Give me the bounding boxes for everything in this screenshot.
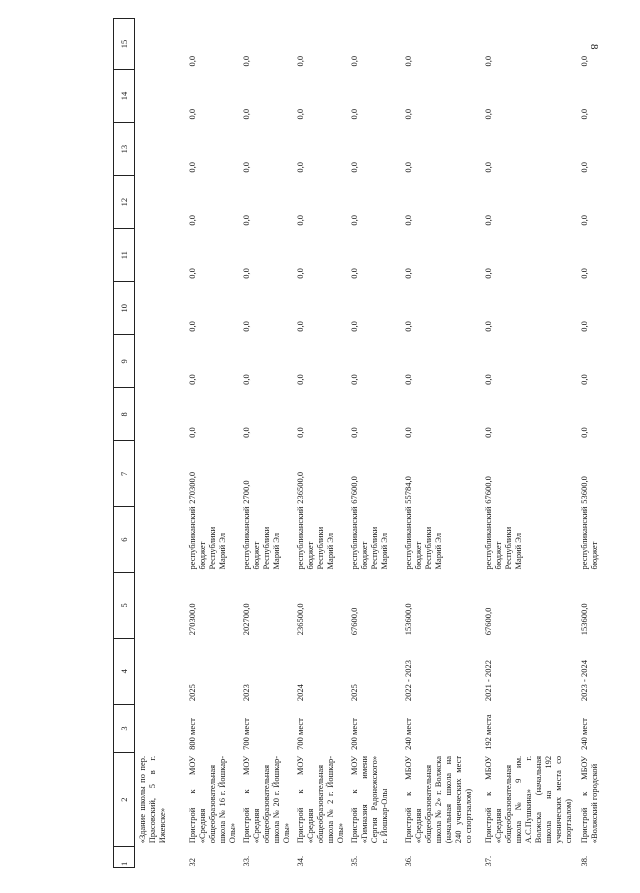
period: 2025 [186,684,197,702]
row-number: 34. [294,855,305,867]
funding-source: республиканский бюджет Республики Марий Эл [402,506,443,570]
header-cell: 13 [114,123,135,176]
value-col13: 0,0 [186,161,197,173]
value-col11: 0,0 [482,268,493,279]
value-col7: 2700,0 [240,480,251,504]
value-col12 [135,176,185,229]
value-col9: 0,0 [578,374,589,385]
header-cell: 2 [114,753,135,846]
value-col9: 0,0 [402,374,413,385]
value-col15: 0,0 [186,55,197,67]
value-col10: 0,0 [578,321,589,332]
value-col13: 0,0 [348,161,359,173]
period: 2024 [294,684,305,702]
header-cell: 12 [114,176,135,229]
value-col8: 0,0 [294,427,305,438]
header-row [114,19,135,868]
capacity [135,704,185,753]
value-col8: 0,0 [186,427,197,438]
header-cell: 11 [114,229,135,282]
value-col13: 0,0 [402,161,413,173]
value-col15: 0,0 [578,55,589,67]
value-col8: 0,0 [348,427,359,438]
period: 2022 - 2023 [402,660,413,702]
rotated-table-container [113,18,640,868]
table-row [401,19,481,868]
total-cost [135,573,185,639]
row-number: 37. [482,855,493,867]
value-col14: 0,0 [294,108,305,120]
funding-source: республиканский бюджет [578,506,599,570]
value-col9: 0,0 [186,374,197,385]
value-col15: 0,0 [482,55,493,67]
row-number: 32 [186,858,197,867]
value-col8: 0,0 [578,427,589,438]
value-col9: 0,0 [294,374,305,385]
table-row [347,19,401,868]
header-cell: 4 [114,638,135,704]
period: 2025 [348,684,359,702]
header-cell: 8 [114,388,135,441]
object-name: Пристрой к МОУ «Средняя общеобразовательная школа № 2 г. Йошкар-Олы» [294,755,345,844]
funding-source: республиканский бюджет Республики Марий Эл [348,506,389,570]
total-cost: 236500,0 [294,603,305,636]
value-col12: 0,0 [348,215,359,226]
capacity: 700 мест [240,718,251,750]
object-name: Пристрой к МБОУ «Средняя общеобразовательная школа № 2» г. Волжска (начальная школа на 240 ученических мест со спортзалом) [402,755,473,844]
header-cell: 14 [114,69,135,122]
value-col7: 236500,0 [294,471,305,504]
funding-source: республиканский бюджет Республики Марий Эл [240,506,281,570]
object-name: Пристрой к МБОУ «Средняя общеобразовательная школа № 9 им. А.С.Пушкина» г. Волжска (начальная школа на 192 ученических места со спортзалом) [482,755,573,844]
value-col12: 0,0 [240,215,251,226]
capacity: 700 мест [294,718,305,750]
capacity: 240 мест [578,718,589,750]
value-col7: 67600,0 [348,476,359,504]
funding-source [135,507,185,573]
row-number: 36. [402,855,413,867]
table-row [185,19,239,868]
header-cell: 7 [114,441,135,507]
value-col11: 0,0 [240,268,251,279]
capacity: 192 места [482,714,493,750]
total-cost: 270300,0 [186,603,197,636]
value-col15: 0,0 [240,55,251,67]
value-col10: 0,0 [482,321,493,332]
row-number: 38. [578,855,589,867]
value-col8: 0,0 [240,427,251,438]
value-col10: 0,0 [294,321,305,332]
header-cell: 5 [114,573,135,639]
table-row [481,19,577,868]
object-name: «Здание школы по пер. Прасовский, 5 в г. Ижевске» [137,755,167,844]
header-cell: 6 [114,507,135,573]
value-col11: 0,0 [294,268,305,279]
capacity: 200 мест [348,718,359,750]
value-col9: 0,0 [240,374,251,385]
value-col14: 0,0 [186,108,197,120]
row-number: 33. [240,855,251,867]
value-col7: 53600,0 [578,476,589,504]
value-col10: 0,0 [186,321,197,332]
funding-source: республиканский бюджет Республики Марий Эл [186,506,227,570]
value-col11: 0,0 [578,268,589,279]
table-row [293,19,347,868]
value-col13: 0,0 [294,161,305,173]
total-cost: 67600,0 [348,607,359,636]
header-cell: 15 [114,19,135,70]
period: 2023 [240,684,251,702]
value-col14 [135,69,185,122]
header-cell: 9 [114,335,135,388]
value-col11: 0,0 [348,268,359,279]
value-col7: 67600,0 [482,476,493,504]
value-col13 [135,123,185,176]
table-row [239,19,293,868]
value-col15: 0,0 [294,55,305,67]
total-cost: 202700,0 [240,603,251,636]
period [135,638,185,704]
value-col10: 0,0 [240,321,251,332]
object-name: Пристрой к МБОУ «Волжский городской [578,755,599,844]
value-col14: 0,0 [482,108,493,120]
value-col12: 0,0 [578,215,589,226]
total-cost: 67600,0 [482,607,493,636]
value-col14: 0,0 [578,108,589,120]
object-name: Пристрой к МОУ «Гимназия имени Сергия Радонежского» г. Йошкар-Олы [348,755,389,844]
value-col8: 0,0 [402,427,413,438]
funding-source: республиканский бюджет Республики Марий Эл [294,506,335,570]
value-col15: 0,0 [348,55,359,67]
value-col13: 0,0 [240,161,251,173]
value-col9: 0,0 [482,374,493,385]
header-cell: 10 [114,282,135,335]
capacity: 800 мест [186,718,197,750]
object-name: Пристрой к МОУ «Средняя общеобразовательная школа № 16 г. Йошкар-Олы» [186,755,237,844]
value-col11 [135,229,185,282]
value-col11: 0,0 [186,268,197,279]
value-col14: 0,0 [348,108,359,120]
row-number [135,846,185,867]
value-col7: 270300,0 [186,471,197,504]
value-col7: 55784,0 [402,476,413,504]
value-col13: 0,0 [578,161,589,173]
value-col10: 0,0 [402,321,413,332]
period: 2021 - 2022 [482,660,493,702]
table-row [577,19,617,868]
total-cost: 153600,0 [402,603,413,636]
header-cell: 1 [114,846,135,867]
value-col11: 0,0 [402,268,413,279]
value-col14: 0,0 [402,108,413,120]
value-col12: 0,0 [402,215,413,226]
value-col12: 0,0 [482,215,493,226]
value-col12: 0,0 [294,215,305,226]
value-col15: 0,0 [402,55,413,67]
value-col8: 0,0 [482,427,493,438]
value-col7 [135,441,185,507]
capacity: 240 мест [402,718,413,750]
value-col12: 0,0 [186,215,197,226]
value-col9: 0,0 [348,374,359,385]
value-col13: 0,0 [482,161,493,173]
value-col10: 0,0 [348,321,359,332]
object-name: Пристрой к МОУ «Средняя общеобразовательная школа № 20 г. Йошкар-Олы» [240,755,291,844]
header-cell: 3 [114,704,135,753]
table-row [135,19,185,868]
page-number: 8 [588,44,600,50]
total-cost: 153600,0 [578,603,589,636]
funding-source: республиканский бюджет Республики Марий Эл [482,506,523,570]
value-col14: 0,0 [240,108,251,120]
value-col10 [135,282,185,335]
period: 2023 - 2024 [578,660,589,702]
row-number: 35. [348,855,359,867]
objects-table [113,18,617,868]
value-col9 [135,335,185,388]
value-col15 [135,19,185,70]
value-col8 [135,388,185,441]
